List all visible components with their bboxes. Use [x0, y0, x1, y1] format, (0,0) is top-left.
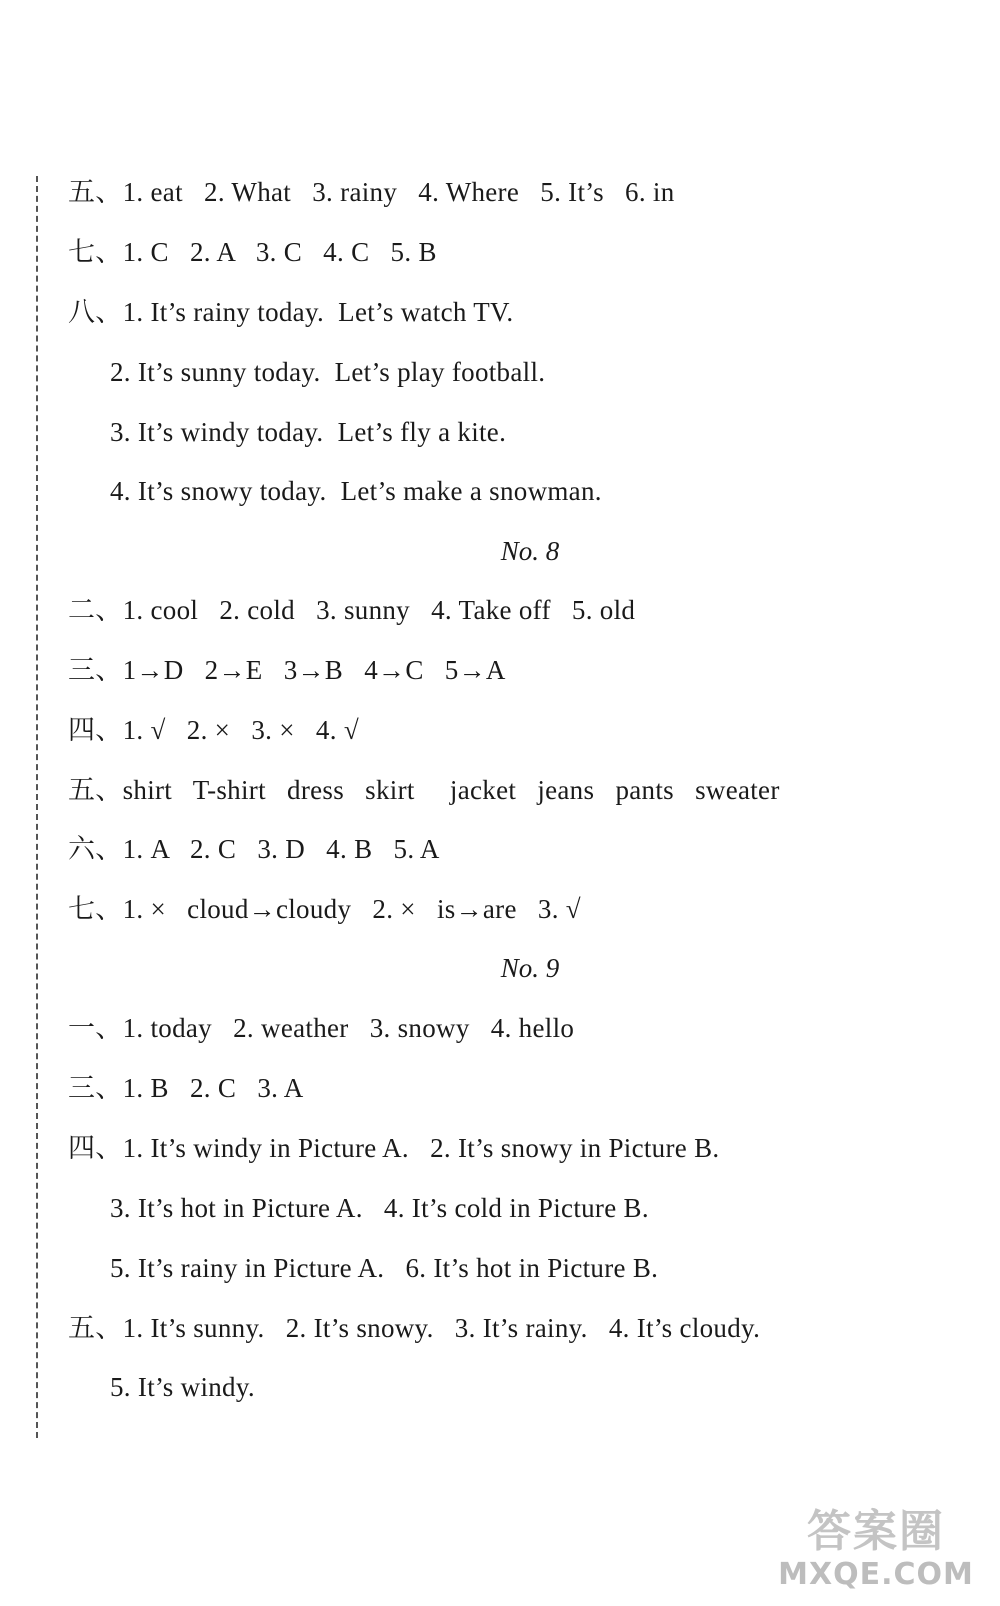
binding-dashed-line [36, 176, 38, 1438]
site-watermark [776, 1506, 976, 1592]
answer-line: 四、1. It’s windy in Picture A. 2. It’s snowy in Picture B. [68, 1133, 720, 1163]
answer-line: 三、1→D 2→E 3→B 4→C 5→A [68, 655, 506, 685]
answer-line: 2. It’s sunny today. Let’s play football. [110, 357, 546, 387]
answer-line: 七、1. × cloud→cloudy 2. × is→are 3. √ [68, 894, 581, 924]
answer-line: 七、1. C 2. A 3. C 4. C 5. B [68, 237, 437, 267]
watermark-logo-text: 答案圈 [807, 1506, 945, 1557]
answer-line: 五、shirt T-shirt dress skirt jacket jeans pants sweater [68, 775, 780, 805]
answer-line: 六、1. A 2. C 3. D 4. B 5. A [68, 834, 440, 864]
answer-line: 一、1. today 2. weather 3. snowy 4. hello [68, 1013, 575, 1043]
answer-line: 五、1. It’s sunny. 2. It’s snowy. 3. It’s rainy. 4. It’s cloudy. [68, 1313, 761, 1343]
answer-line: 三、1. B 2. C 3. A [68, 1073, 304, 1103]
answer-line: 5. It’s rainy in Picture A. 6. It’s hot in Picture B. [110, 1253, 659, 1283]
answer-line: 四、1. √ 2. × 3. × 4. √ [68, 715, 359, 745]
section-heading-no8: No. 8 [500, 536, 560, 566]
watermark-domain-text: MXQE.COM [778, 1557, 974, 1592]
answer-line: 5. It’s windy. [110, 1372, 255, 1402]
answer-line: 3. It’s windy today. Let’s fly a kite. [110, 417, 507, 447]
answer-line: 八、1. It’s rainy today. Let’s watch TV. [68, 297, 514, 327]
answer-line: 五、1. eat 2. What 3. rainy 4. Where 5. It’s 6. in [68, 177, 675, 207]
section-heading-no9: No. 9 [500, 953, 560, 983]
answer-line: 二、1. cool 2. cold 3. sunny 4. Take off 5. old [68, 595, 636, 625]
answer-line: 4. It’s snowy today. Let’s make a snowman. [110, 476, 602, 506]
answer-line: 3. It’s hot in Picture A. 4. It’s cold in Picture B. [110, 1193, 649, 1223]
